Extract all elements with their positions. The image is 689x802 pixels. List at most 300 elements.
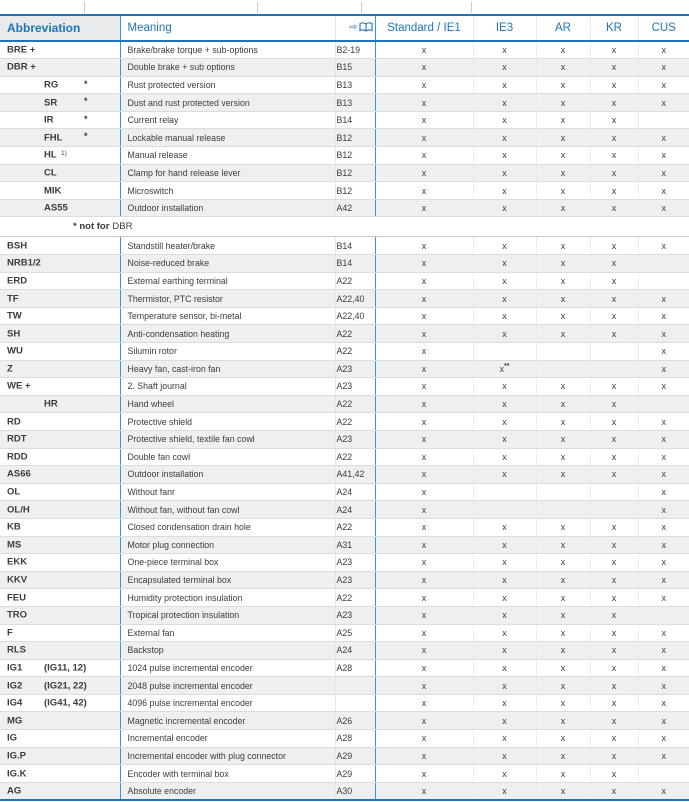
ar-cell: x bbox=[536, 765, 590, 783]
abbreviation-sub: HR bbox=[44, 398, 58, 410]
ar-cell bbox=[536, 501, 590, 519]
abbreviation-main: TRO bbox=[7, 609, 28, 621]
table-row bbox=[0, 536, 689, 554]
table-row bbox=[0, 237, 689, 255]
table-row bbox=[0, 466, 689, 484]
cus-cell: x bbox=[638, 624, 689, 642]
meaning-cell: Thermistor, PTC resistor bbox=[120, 290, 335, 308]
ar-cell: x bbox=[536, 730, 590, 748]
page-reference-cell: A25 bbox=[335, 624, 375, 642]
ie3-cell: x bbox=[473, 395, 536, 413]
table-row bbox=[0, 518, 689, 536]
cus-cell: x bbox=[638, 343, 689, 361]
ar-cell: x bbox=[536, 606, 590, 624]
meaning-cell: Outdoor installation bbox=[120, 199, 335, 217]
page-reference-cell: A22 bbox=[335, 272, 375, 290]
meaning-cell: Microswitch bbox=[120, 182, 335, 200]
ar-cell: x bbox=[536, 747, 590, 765]
abbreviation-cell bbox=[0, 747, 120, 765]
meaning-cell: Magnetic incremental encoder bbox=[120, 712, 335, 730]
kr-cell: x bbox=[590, 448, 638, 466]
kr-cell: x bbox=[590, 571, 638, 589]
table-row bbox=[0, 59, 689, 77]
table-row bbox=[0, 307, 689, 325]
standard-ie1-cell: x bbox=[375, 111, 473, 129]
meaning-cell: Hand wheel bbox=[120, 395, 335, 413]
standard-ie1-cell: x bbox=[375, 307, 473, 325]
abbreviation-cell bbox=[0, 237, 120, 255]
standard-ie1-cell: x bbox=[375, 164, 473, 182]
kr-cell: x bbox=[590, 59, 638, 77]
cus-cell: x bbox=[638, 307, 689, 325]
page-reference-cell: A23 bbox=[335, 360, 375, 378]
ar-cell: x bbox=[536, 59, 590, 77]
cus-cell: x bbox=[638, 659, 689, 677]
ar-cell: x bbox=[536, 94, 590, 112]
meaning-cell: Encoder with terminal box bbox=[120, 765, 335, 783]
abbreviation-cell bbox=[0, 325, 120, 343]
cus-cell: x bbox=[638, 730, 689, 748]
meaning-cell: 4096 pulse incremental encoder bbox=[120, 694, 335, 712]
abbreviation-main: IG.K bbox=[7, 768, 27, 780]
ie3-cell: x bbox=[473, 290, 536, 308]
abbreviation-main: FEU bbox=[7, 592, 26, 604]
page-reference-cell: B12 bbox=[335, 147, 375, 165]
standard-ie1-cell: x bbox=[375, 255, 473, 273]
standard-ie1-cell: x bbox=[375, 782, 473, 800]
table-row bbox=[0, 624, 689, 642]
ie3-cell: x bbox=[473, 147, 536, 165]
double-asterisk-marker: ** bbox=[504, 363, 510, 371]
abbreviation-sub: SR bbox=[44, 97, 58, 109]
abbreviation-main: KKV bbox=[7, 574, 28, 586]
standard-ie1-cell: x bbox=[375, 483, 473, 501]
meaning-cell: Encapsulated terminal box bbox=[120, 571, 335, 589]
kr-cell: x bbox=[590, 129, 638, 147]
kr-cell: x bbox=[590, 413, 638, 431]
ie3-cell: x bbox=[473, 413, 536, 431]
asterisk-marker: * bbox=[84, 78, 88, 89]
ar-cell: x bbox=[536, 307, 590, 325]
kr-cell: x bbox=[590, 325, 638, 343]
abbreviation-main: WU bbox=[7, 345, 23, 357]
cus-cell: x bbox=[638, 536, 689, 554]
table-row bbox=[0, 589, 689, 607]
kr-cell bbox=[590, 360, 638, 378]
kr-cell bbox=[590, 343, 638, 361]
meaning-cell: Without fanr bbox=[120, 483, 335, 501]
page-reference-cell bbox=[335, 677, 375, 695]
table-header bbox=[0, 15, 689, 41]
page-reference-cell: A22,40 bbox=[335, 290, 375, 308]
table-row bbox=[0, 182, 689, 200]
ar-cell: x bbox=[536, 430, 590, 448]
ie3-cell bbox=[473, 343, 536, 361]
abbreviation-main: BSH bbox=[7, 240, 28, 252]
kr-cell: x bbox=[590, 747, 638, 765]
standard-ie1-cell: x bbox=[375, 466, 473, 484]
ar-cell: x bbox=[536, 782, 590, 800]
page-reference-cell: A22 bbox=[335, 448, 375, 466]
header-kr: KR bbox=[590, 15, 638, 41]
abbreviation-main: DBR + bbox=[7, 61, 36, 73]
abbreviation-cell bbox=[0, 290, 120, 308]
abbreviation-main: SH bbox=[7, 328, 21, 340]
standard-ie1-cell: x bbox=[375, 659, 473, 677]
cus-cell: x bbox=[638, 41, 689, 59]
cus-cell: x bbox=[638, 378, 689, 396]
standard-ie1-cell: x bbox=[375, 147, 473, 165]
page-reference-cell: A23 bbox=[335, 378, 375, 396]
cus-cell: x bbox=[638, 448, 689, 466]
table-row bbox=[0, 272, 689, 290]
table-row bbox=[0, 448, 689, 466]
standard-ie1-cell: x bbox=[375, 378, 473, 396]
abbreviation-main: F bbox=[7, 627, 13, 639]
table-row bbox=[0, 694, 689, 712]
standard-ie1-cell: x bbox=[375, 360, 473, 378]
table-row bbox=[0, 659, 689, 677]
page-reference-cell: A41,42 bbox=[335, 466, 375, 484]
table-row bbox=[0, 712, 689, 730]
cus-cell: x bbox=[638, 747, 689, 765]
abbreviation-cell bbox=[0, 129, 120, 147]
ar-cell: x bbox=[536, 536, 590, 554]
ar-cell: x bbox=[536, 164, 590, 182]
abbreviation-cell bbox=[0, 430, 120, 448]
meaning-cell: Humidity protection insulation bbox=[120, 589, 335, 607]
abbreviation-cell bbox=[0, 712, 120, 730]
meaning-cell: Incremental encoder bbox=[120, 730, 335, 748]
abbreviation-main: RDT bbox=[7, 433, 27, 445]
meaning-cell: External earthing terminal bbox=[120, 272, 335, 290]
meaning-cell: Without fan, without fan cowl bbox=[120, 501, 335, 519]
cus-cell bbox=[638, 111, 689, 129]
ar-cell bbox=[536, 360, 590, 378]
note-row bbox=[0, 217, 689, 237]
ie3-cell: x bbox=[473, 536, 536, 554]
ie3-cell: x bbox=[473, 182, 536, 200]
ar-cell: x bbox=[536, 272, 590, 290]
abbreviation-main: BRE + bbox=[7, 44, 36, 56]
kr-cell: x bbox=[590, 677, 638, 695]
header-row bbox=[0, 15, 689, 41]
ar-cell: x bbox=[536, 659, 590, 677]
kr-cell: x bbox=[590, 518, 638, 536]
ar-cell: x bbox=[536, 325, 590, 343]
meaning-cell: Standstill heater/brake bbox=[120, 237, 335, 255]
table-row bbox=[0, 782, 689, 800]
abbreviation-cell bbox=[0, 199, 120, 217]
table-row bbox=[0, 360, 689, 378]
kr-cell: x bbox=[590, 272, 638, 290]
meaning-cell: Heavy fan, cast-iron fan bbox=[120, 360, 335, 378]
kr-cell: x bbox=[590, 41, 638, 59]
ar-cell: x bbox=[536, 642, 590, 660]
page-reference-cell: A22 bbox=[335, 325, 375, 343]
kr-cell: x bbox=[590, 94, 638, 112]
standard-ie1-cell: x bbox=[375, 730, 473, 748]
abbreviation-main: IG1 bbox=[7, 662, 23, 674]
meaning-cell: Outdoor installation bbox=[120, 466, 335, 484]
abbreviation-main: RD bbox=[7, 416, 21, 428]
kr-cell: x bbox=[590, 199, 638, 217]
meaning-cell: Dust and rust protected version bbox=[120, 94, 335, 112]
abbreviation-cell bbox=[0, 255, 120, 273]
table-row bbox=[0, 677, 689, 695]
page-reference-cell: B14 bbox=[335, 237, 375, 255]
page-reference-cell: B13 bbox=[335, 94, 375, 112]
ie3-cell: x bbox=[473, 624, 536, 642]
table-row bbox=[0, 483, 689, 501]
kr-cell: x bbox=[590, 765, 638, 783]
abbreviation-cell bbox=[0, 378, 120, 396]
header-abbreviation: Abbreviation bbox=[0, 15, 120, 41]
page-reference-cell: B2-19 bbox=[335, 41, 375, 59]
cus-cell: x bbox=[638, 290, 689, 308]
abbreviation-cell bbox=[0, 41, 120, 59]
standard-ie1-cell: x bbox=[375, 325, 473, 343]
abbreviation-sub: FHL bbox=[44, 132, 63, 144]
standard-ie1-cell: x bbox=[375, 747, 473, 765]
meaning-cell: Double fan cowl bbox=[120, 448, 335, 466]
cus-cell: x bbox=[638, 518, 689, 536]
kr-cell: x bbox=[590, 307, 638, 325]
cus-cell bbox=[638, 255, 689, 273]
cus-cell: x bbox=[638, 712, 689, 730]
page-reference-cell: A22 bbox=[335, 589, 375, 607]
page-reference-cell: A24 bbox=[335, 642, 375, 660]
ie3-cell: x bbox=[473, 272, 536, 290]
abbreviation-main: IG bbox=[7, 732, 18, 744]
ar-cell: x bbox=[536, 571, 590, 589]
header-standard-ie1: Standard / IE1 bbox=[375, 15, 473, 41]
table-row bbox=[0, 325, 689, 343]
page-reference-cell: A23 bbox=[335, 606, 375, 624]
table-row bbox=[0, 606, 689, 624]
ie3-cell: x bbox=[473, 554, 536, 572]
abbreviation-cell bbox=[0, 694, 120, 712]
table-row bbox=[0, 164, 689, 182]
ar-cell: x bbox=[536, 290, 590, 308]
ie3-cell: x bbox=[473, 659, 536, 677]
abbreviation-main: OL/H bbox=[7, 504, 30, 516]
ar-cell: x bbox=[536, 712, 590, 730]
abbreviation-main: TF bbox=[7, 293, 19, 305]
table-row bbox=[0, 129, 689, 147]
meaning-cell: Manual release bbox=[120, 147, 335, 165]
note-normal-text: DBR bbox=[112, 221, 133, 233]
meaning-cell: Absolute encoder bbox=[120, 782, 335, 800]
header-cus: CUS bbox=[638, 15, 689, 41]
page-reference-cell: A23 bbox=[335, 430, 375, 448]
kr-cell: x bbox=[590, 430, 638, 448]
cus-cell: x bbox=[638, 199, 689, 217]
cus-cell: x bbox=[638, 466, 689, 484]
ie3-cell: x bbox=[473, 111, 536, 129]
ie3-cell: x** bbox=[473, 360, 536, 378]
abbreviation-cell bbox=[0, 395, 120, 413]
page-reference-cell: A28 bbox=[335, 659, 375, 677]
abbreviation-main: Z bbox=[7, 363, 13, 375]
note-bold-text: * not for bbox=[73, 221, 110, 233]
header-ar: AR bbox=[536, 15, 590, 41]
table-row bbox=[0, 255, 689, 273]
ie3-cell: x bbox=[473, 237, 536, 255]
page-reference-cell: B14 bbox=[335, 111, 375, 129]
table-row bbox=[0, 730, 689, 748]
kr-cell: x bbox=[590, 694, 638, 712]
ie3-cell: x bbox=[473, 589, 536, 607]
table-row bbox=[0, 765, 689, 783]
abbreviation-main: EKK bbox=[7, 556, 28, 568]
table-row bbox=[0, 147, 689, 165]
abbreviation-cell bbox=[0, 782, 120, 800]
meaning-cell: 2048 pulse incremental encoder bbox=[120, 677, 335, 695]
kr-cell: x bbox=[590, 237, 638, 255]
abbreviation-sub: (IG21, 22) bbox=[44, 680, 87, 692]
abbreviation-main: RLS bbox=[7, 644, 26, 656]
meaning-cell: Noise-reduced brake bbox=[120, 255, 335, 273]
cus-cell bbox=[638, 765, 689, 783]
ar-cell: x bbox=[536, 677, 590, 695]
ar-cell: x bbox=[536, 41, 590, 59]
cus-cell: x bbox=[638, 360, 689, 378]
abbreviation-cell bbox=[0, 501, 120, 519]
page-reference-cell: A29 bbox=[335, 747, 375, 765]
standard-ie1-cell: x bbox=[375, 536, 473, 554]
ie3-cell: x bbox=[473, 255, 536, 273]
meaning-cell: Lockable manual release bbox=[120, 129, 335, 147]
abbreviation-sub: AS55 bbox=[44, 202, 68, 214]
cus-cell: x bbox=[638, 76, 689, 94]
ie3-cell: x bbox=[473, 765, 536, 783]
kr-cell: x bbox=[590, 395, 638, 413]
standard-ie1-cell: x bbox=[375, 606, 473, 624]
page-reference-cell: A29 bbox=[335, 765, 375, 783]
meaning-cell: One-piece terminal box bbox=[120, 554, 335, 572]
ie3-cell: x bbox=[473, 448, 536, 466]
standard-ie1-cell: x bbox=[375, 571, 473, 589]
note-cell bbox=[0, 217, 689, 237]
page-reference-cell: A22 bbox=[335, 343, 375, 361]
page-reference-cell: A26 bbox=[335, 712, 375, 730]
abbreviation-cell bbox=[0, 554, 120, 572]
ar-cell: x bbox=[536, 237, 590, 255]
meaning-cell: Protective shield bbox=[120, 413, 335, 431]
abbreviation-main: OL bbox=[7, 486, 21, 498]
standard-ie1-cell: x bbox=[375, 518, 473, 536]
page-reference-cell: B12 bbox=[335, 129, 375, 147]
ie3-cell: x bbox=[473, 606, 536, 624]
asterisk-marker: * bbox=[84, 113, 88, 124]
kr-cell: x bbox=[590, 659, 638, 677]
footnote-marker: 1) bbox=[61, 150, 67, 158]
ie3-cell: x bbox=[473, 94, 536, 112]
kr-cell: x bbox=[590, 147, 638, 165]
meaning-cell: Tropical protection insulation bbox=[120, 606, 335, 624]
page-reference-cell: A23 bbox=[335, 554, 375, 572]
meaning-cell: Silumin rotor bbox=[120, 343, 335, 361]
page-reference-cell: A22 bbox=[335, 413, 375, 431]
kr-cell: x bbox=[590, 536, 638, 554]
header-ie3: IE3 bbox=[473, 15, 536, 41]
ie3-cell: x bbox=[473, 76, 536, 94]
kr-cell: x bbox=[590, 255, 638, 273]
meaning-cell: Temperature sensor, bi-metal bbox=[120, 307, 335, 325]
table-row bbox=[0, 554, 689, 572]
standard-ie1-cell: x bbox=[375, 430, 473, 448]
standard-ie1-cell: x bbox=[375, 642, 473, 660]
ar-cell: x bbox=[536, 395, 590, 413]
ie3-cell: x bbox=[473, 129, 536, 147]
kr-cell: x bbox=[590, 378, 638, 396]
ar-cell: x bbox=[536, 378, 590, 396]
ie3-cell: x bbox=[473, 747, 536, 765]
ie3-cell bbox=[473, 501, 536, 519]
cus-cell: x bbox=[638, 554, 689, 572]
kr-cell: x bbox=[590, 624, 638, 642]
abbreviation-sub: RG bbox=[44, 79, 59, 91]
top-tick bbox=[361, 2, 362, 13]
abbreviation-cell bbox=[0, 536, 120, 554]
ie3-cell: x bbox=[473, 642, 536, 660]
ar-cell: x bbox=[536, 448, 590, 466]
kr-cell: x bbox=[590, 782, 638, 800]
kr-cell: x bbox=[590, 111, 638, 129]
ar-cell: x bbox=[536, 518, 590, 536]
page-reference-cell: B14 bbox=[335, 255, 375, 273]
table-row bbox=[0, 571, 689, 589]
table-row bbox=[0, 501, 689, 519]
cus-cell bbox=[638, 606, 689, 624]
ie3-cell: x bbox=[473, 307, 536, 325]
ar-cell: x bbox=[536, 199, 590, 217]
meaning-cell: Rust protected version bbox=[120, 76, 335, 94]
kr-cell bbox=[590, 483, 638, 501]
abbreviation-cell bbox=[0, 730, 120, 748]
kr-cell: x bbox=[590, 466, 638, 484]
abbreviation-cell bbox=[0, 147, 120, 165]
cus-cell: x bbox=[638, 571, 689, 589]
abbreviation-sub: CL bbox=[44, 167, 57, 179]
ie3-cell: x bbox=[473, 164, 536, 182]
standard-ie1-cell: x bbox=[375, 554, 473, 572]
standard-ie1-cell: x bbox=[375, 395, 473, 413]
ie3-cell: x bbox=[473, 466, 536, 484]
abbreviation-sub: IR bbox=[44, 114, 54, 126]
kr-cell: x bbox=[590, 164, 638, 182]
abbreviation-cell bbox=[0, 59, 120, 77]
ie3-cell bbox=[473, 483, 536, 501]
ar-cell: x bbox=[536, 182, 590, 200]
abbreviation-main: IG2 bbox=[7, 680, 23, 692]
abbreviation-cell bbox=[0, 624, 120, 642]
page-reference-cell: A30 bbox=[335, 782, 375, 800]
arrow-right-icon: ⇨ bbox=[349, 22, 358, 33]
ar-cell: x bbox=[536, 466, 590, 484]
cus-cell: x bbox=[638, 501, 689, 519]
cus-cell: x bbox=[638, 59, 689, 77]
abbreviation-cell bbox=[0, 589, 120, 607]
page-reference-cell: A42 bbox=[335, 199, 375, 217]
abbreviation-cell bbox=[0, 677, 120, 695]
standard-ie1-cell: x bbox=[375, 624, 473, 642]
cus-cell: x bbox=[638, 325, 689, 343]
abbreviation-cell bbox=[0, 164, 120, 182]
abbreviation-sub: MIK bbox=[44, 185, 62, 197]
meaning-cell: Protective shield, textile fan cowl bbox=[120, 430, 335, 448]
